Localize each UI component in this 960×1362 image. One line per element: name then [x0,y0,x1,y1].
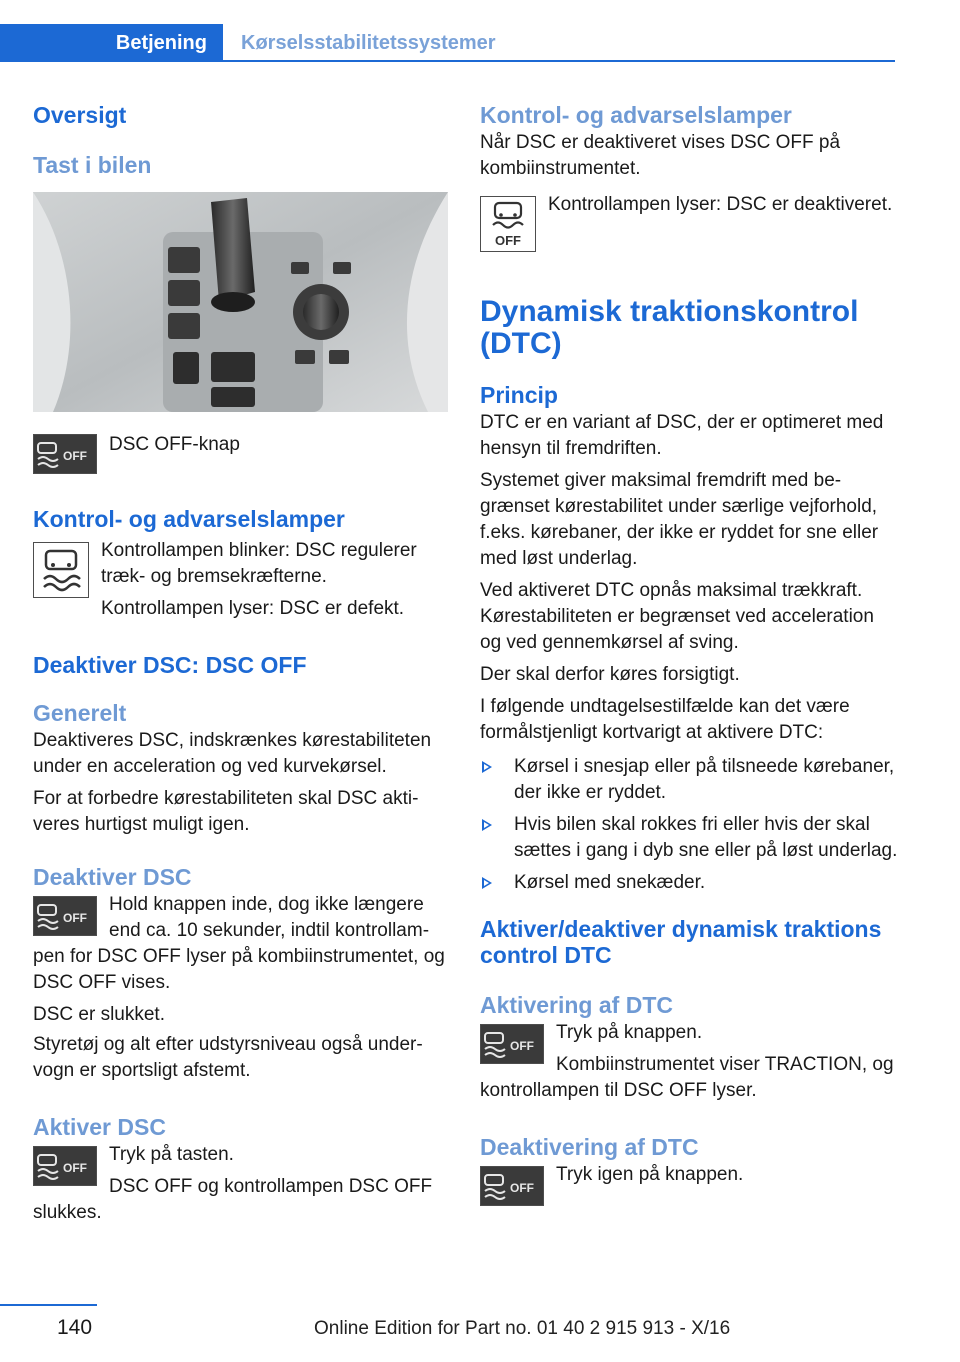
heading-aktiver-dsc: Aktiver DSC [33,1114,166,1140]
heading-kontrol-advarselslamper: Kontrol- og advarselslamper [33,506,345,532]
heading-oversigt: Oversigt [33,102,127,128]
bullet-triangle-icon [482,877,492,889]
page-number: 140 [57,1316,93,1339]
svg-text:OFF: OFF [63,449,87,463]
list-item [480,870,898,896]
right-column [480,100,898,1210]
deaktiver-dsc-row [33,892,448,996]
dsc-off-indicator-icon [480,196,536,252]
heading-aktivering-dtc: Aktivering af DTC [480,992,673,1018]
exception-list [480,754,898,896]
aktivering-paragraph-2: Kombiinstrumentet viser TRACTION, og kontrollampen til DSC OFF lyser. [480,1054,894,1101]
princip-paragraph-2: Systemet giver maksimal fremdrift med begrænset kørestabilitet under særlige vejforhold, f.eks. kørebaner, der ikke er ryddet for sne eller med løst underlag. [480,470,879,569]
edition-note: Online Edition for Part no. 01 40 2 915 913 - X/16 [314,1318,731,1339]
dsc-off-button-label: DSC OFF-knap [109,434,240,455]
deaktiver-paragraph-2: DSC er slukket. [33,1004,165,1025]
dsc-off-indicator-row [480,192,898,256]
bullet-triangle-icon [482,819,492,831]
aktiver-paragraph-1: Tryk på tasten. [109,1144,234,1165]
heading-princip: Princip [480,382,558,408]
dsc-indicator-icon [33,542,89,598]
list-item [480,754,898,806]
kontrol-paragraph-2: Kontrollampen lyser: DSC er deaktiveret. [548,194,893,215]
princip-paragraph-3: Ved aktiveret DTC opnås maksimal trækkraft. Kørestabiliteten er begrænset ved acceleration og ved gennemkørsel af sving. [480,580,874,653]
left-column [33,100,448,1226]
generelt-paragraph-2: For at forbedre kørestabiliteten skal DSC aktiveres hurtigst muligt igen. [33,788,419,835]
deaktivering-row [480,1162,898,1210]
list-item-text: Kørsel i snesjap eller på tilsneede kørebaner, der ikke er ryddet. [514,756,895,803]
heading-dtc: Dynamisk traktionskontrol (DTC) [480,295,859,360]
svg-text:OFF: OFF [510,1039,534,1053]
indicator-lyser-text: Kontrollampen lyser: DSC er defekt. [101,598,405,619]
list-item [480,812,898,864]
indicator-blink-text: Kontrollampen blinker: DSC regulerer træk- og bremsekræfterne. [101,540,417,587]
kontrol-paragraph-1: Når DSC er deaktiveret vises DSC OFF på kombiinstrumentet. [480,132,841,179]
aktiver-dsc-row [33,1142,448,1226]
generelt-paragraph-1: Deaktiveres DSC, indskrænkes kørestabiliteten under en acceleration og ved kurvekørsel. [33,730,432,777]
dsc-off-button-icon [33,434,97,474]
dsc-indicator-row [33,538,448,622]
deaktivering-paragraph-1: Tryk igen på knappen. [556,1164,744,1185]
svg-text:OFF: OFF [63,911,87,925]
dsc-off-button-icon [33,896,97,936]
aktiver-paragraph-2: DSC OFF og kontrollampen DSC OFF slukkes. [33,1176,433,1223]
aktivering-paragraph-1: Tryk på knappen. [556,1022,703,1043]
deaktiver-paragraph-1: Hold knappen inde, dog ikke længere end ca. 10 sekunder, indtil kontrollampen for DSC OFF lyser på kombiinstrumentet, og DSC OFF vises. [33,894,445,993]
heading-kontrol-advarselslamper-right: Kontrol- og advarselslamper [480,102,792,128]
footer-rule [0,1304,97,1306]
dsc-off-button-icon [480,1166,544,1206]
heading-deaktivering-dtc: Deaktivering af DTC [480,1134,699,1160]
header-section-tab: Betjening [0,24,223,62]
svg-text:OFF: OFF [63,1161,87,1175]
center-console-image [33,192,448,412]
dsc-off-button-row [33,430,448,478]
svg-text:OFF: OFF [495,233,521,248]
center-console-photo [33,192,448,412]
svg-text:OFF: OFF [510,1181,534,1195]
header-chapter-title: Kørselsstabilitetssystemer [241,32,496,54]
dsc-off-button-icon [480,1024,544,1064]
deaktiver-paragraph-3: Styretøj og alt efter udstyrsniveau også undervogn er sportsligt afstemt. [33,1034,423,1081]
heading-generelt: Generelt [33,700,127,726]
dsc-off-button-icon [33,1146,97,1186]
aktivering-row [480,1020,898,1104]
list-item-text: Kørsel med snekæder. [514,872,706,893]
heading-aktiver-deaktiver-dtc: Aktiver/deaktiver dynamisk traktions control DTC [480,916,882,968]
list-item-text: Hvis bilen skal rokkes fri eller hvis der skal sættes i gang i dyb sne eller på løst underlag. [514,814,898,861]
bullet-triangle-icon [482,761,492,773]
princip-paragraph-4: Der skal derfor køres forsigtigt. [480,664,740,685]
heading-deaktiver-dsc-off: Deaktiver DSC: DSC OFF [33,652,307,678]
heading-tast-i-bilen: Tast i bilen [33,152,152,178]
princip-paragraph-5: I følgende undtagelsestilfælde kan det være formålstjenligt kortvarigt at aktivere DTC: [480,696,850,743]
princip-paragraph-1: DTC er en variant af DSC, der er optimeret med hensyn til fremdriften. [480,412,884,459]
header-rule [0,60,895,62]
heading-deaktiver-dsc: Deaktiver DSC [33,864,192,890]
